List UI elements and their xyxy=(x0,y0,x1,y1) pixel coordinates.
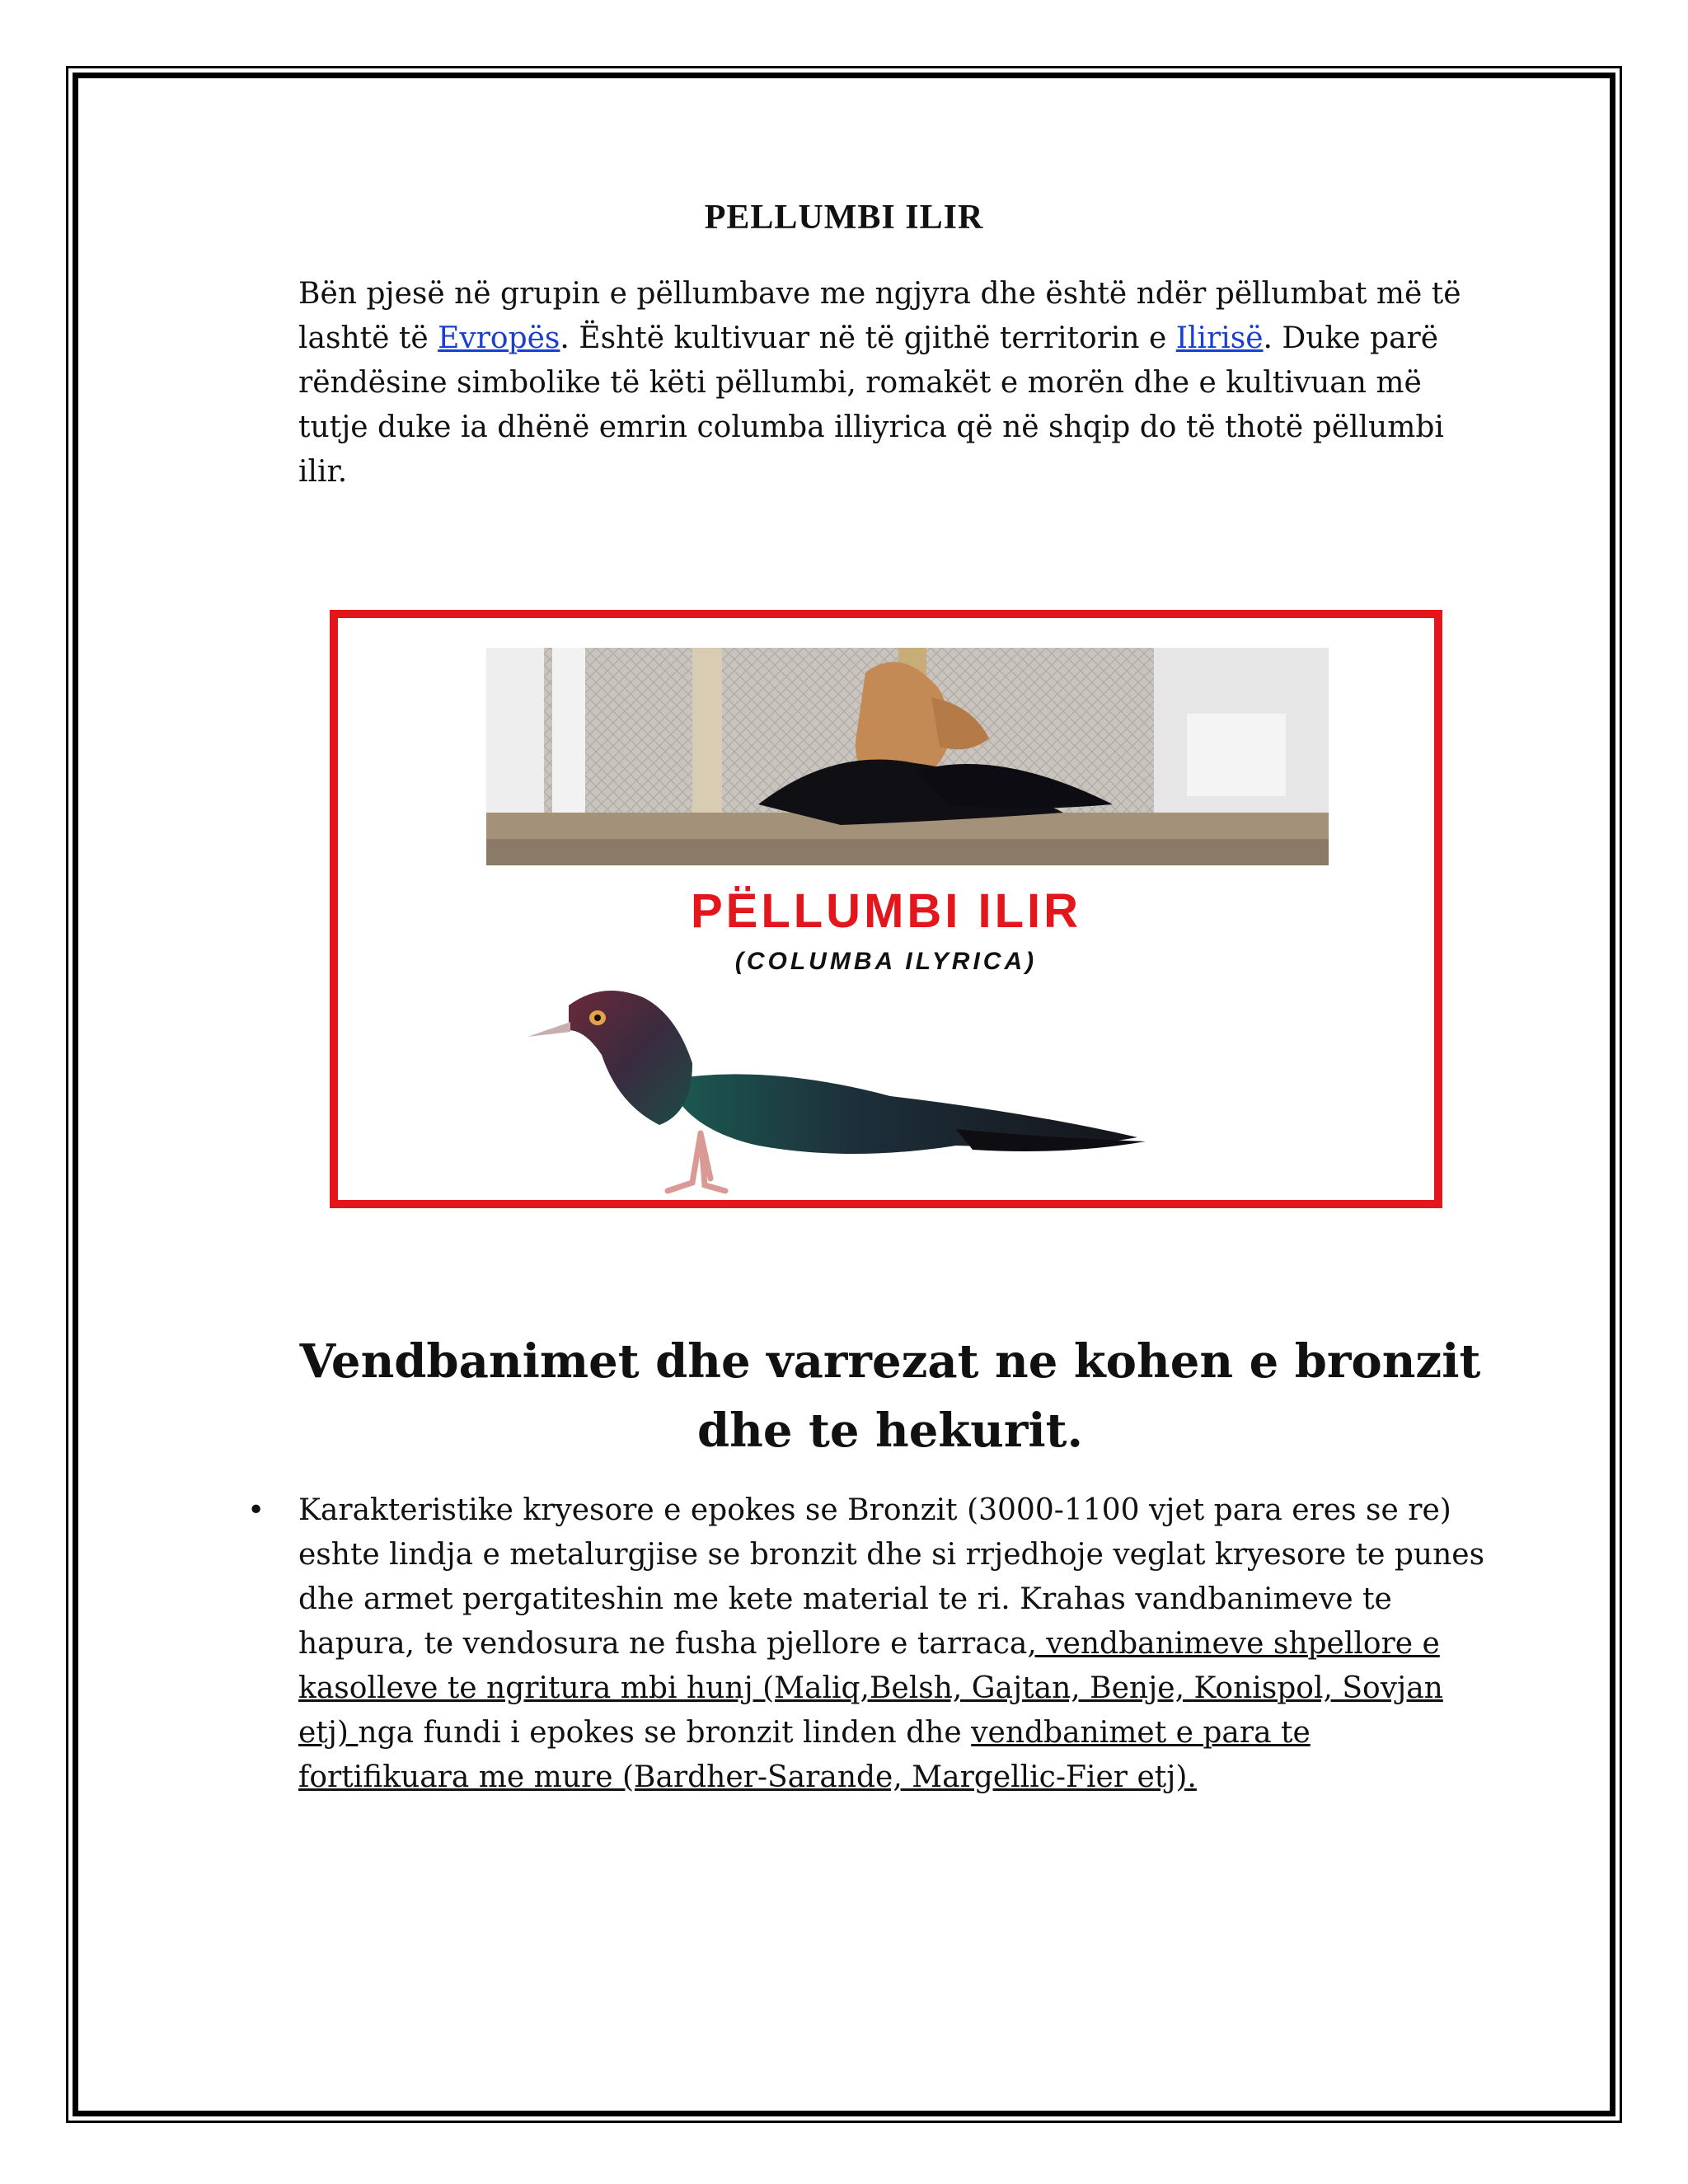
intro-text-2: . Është kultivuar në të gjithë territorin e xyxy=(560,321,1176,355)
intro-text-3: . Duke parë rëndësine simbolike të këti pëllumbi, romakët e morën dhe e kultivuan më tutje duke ia dhënë emrin columba illiyrica që në shqip do të thotë pëllumbi ilir. xyxy=(298,321,1444,489)
intro-text-1: Bën pjesë në grupin e pëllumbave me ngjyra dhe është ndër pëllumbat më të lashtë të xyxy=(298,277,1461,355)
bullet-underlined-1: , vendbanimeve shpellore e kasolleve te ngritura mbi hunj (Maliq,Belsh, Gajtan, Benje, Konispol, Sovjan etj) xyxy=(298,1627,1443,1750)
illyria-link[interactable]: Ilirisë xyxy=(1175,321,1264,355)
page-title: PELLUMBI ILIR xyxy=(704,199,984,237)
europe-link[interactable]: Evropës xyxy=(438,321,560,355)
pigeon-illustration xyxy=(495,981,1170,1203)
bullet-text xyxy=(298,1488,1485,1800)
bullet-text-2: nga fundi i epokes se bronzit linden dhe xyxy=(358,1716,972,1750)
illyrian-pigeon-figure xyxy=(330,610,1442,1208)
figure-title: PËLLUMBI ILIR xyxy=(690,884,1082,938)
bullet-marker: • xyxy=(247,1493,265,1527)
section-heading: Vendbanimet dhe varrezat ne kohen e bronzit dhe te hekurit. xyxy=(299,1334,1481,1458)
intro-paragraph xyxy=(298,272,1485,494)
pigeon-photo xyxy=(486,648,1329,865)
bullet-text-1: Karakteristike kryesore e epokes se Bronzit (3000-1100 vjet para eres se re) eshte lindja e metalurgjise se bronzit dhe si rrjedhoje veglat kryesore te punes dhe armet pergatiteshin me kete material te ri. Krahas vandbanimeve te hapura, te vendosura ne fusha pjellore e tarraca xyxy=(298,1493,1485,1661)
bullet-underlined-2: vendbanimet e para te fortifikuara me mure (Bardher-Sarande, Margellic-Fier etj). xyxy=(298,1716,1311,1794)
figure-subtitle: (COLUMBA ILYRICA) xyxy=(734,948,1038,975)
